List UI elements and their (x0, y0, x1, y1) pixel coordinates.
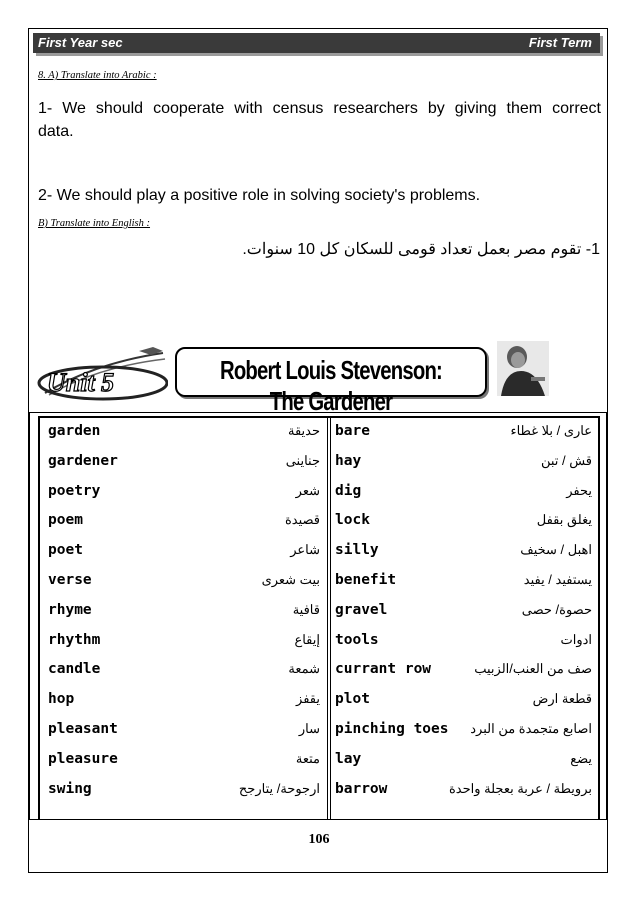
vocab-english: poet (48, 542, 83, 559)
vocab-english: plot (335, 691, 370, 708)
vocab-english: hop (48, 691, 75, 708)
vocab-english: pleasure (48, 750, 118, 767)
unit-logo (35, 345, 168, 403)
vocab-column-divider (327, 416, 331, 820)
header-bar (33, 33, 600, 53)
vocab-english: gardener (48, 452, 118, 469)
vocab-left-row (40, 417, 326, 447)
vocab-left-row (40, 477, 326, 507)
vocab-left-row (40, 655, 326, 685)
vocab-left-row (40, 685, 326, 715)
vocab-arabic: يغلق بقفل (536, 512, 592, 528)
vocab-arabic: برويطة / عربة بعجلة واحدة (448, 780, 592, 796)
vocab-english: barrow (335, 780, 388, 797)
vocab-english: poem (48, 512, 83, 529)
vocab-english: gravel (335, 601, 388, 618)
unit-title-box (175, 347, 487, 416)
vocab-arabic: جناينى (285, 452, 320, 468)
vocab-arabic: إيقاع (294, 631, 320, 647)
vocab-right-row (332, 596, 598, 626)
vocab-arabic: قش / تبن (540, 452, 592, 468)
vocab-english: pleasant (48, 721, 118, 737)
page-number: 106 (308, 832, 330, 847)
vocab-english: benefit (335, 572, 397, 588)
header-term: First Term (528, 35, 592, 50)
vocab-left-row (40, 596, 326, 626)
vocab-right-row (332, 685, 598, 715)
vocab-right-row (332, 536, 598, 566)
vocab-right-row (332, 715, 598, 745)
vocab-right-row (332, 626, 598, 656)
vocab-arabic: متعة (295, 750, 320, 766)
vocab-english: hay (335, 452, 362, 469)
vocab-left-row (40, 745, 326, 775)
vocab-arabic: قطعة ارض (532, 691, 592, 707)
vocab-arabic: حصوة/ حصى (521, 601, 592, 617)
vocab-arabic: شاعر (290, 542, 320, 558)
vocab-arabic: يضع (570, 750, 592, 766)
vocab-arabic: يستفيد / يفيد (523, 572, 592, 587)
vocab-english: rhyme (48, 601, 92, 618)
vocab-english: bare (335, 423, 370, 439)
vocab-arabic: ارجوحة/ يتارجح (238, 780, 320, 796)
vocab-arabic: صف من العنب/الزبيب (474, 661, 592, 677)
vocab-right-row (332, 506, 598, 536)
vocab-right-row (332, 775, 598, 805)
vocab-arabic: يقفز (296, 691, 320, 707)
portrait-image (497, 341, 549, 396)
header-year: First Year sec (38, 35, 123, 50)
vocab-english: silly (335, 542, 379, 559)
sentence-a1: 1- We should cooperate with census researchers by giving them correct data. (38, 100, 601, 140)
vocab-arabic: ادوات (560, 631, 592, 647)
vocab-left-row (40, 715, 326, 745)
section-a-label: 8. A) Translate into Arabic : (38, 70, 157, 81)
vocab-left-row (40, 506, 326, 536)
sentence-a2: 2- We should play a positive role in solving society's problems. (38, 187, 481, 204)
vocab-english: verse (48, 572, 92, 588)
vocab-right-row (332, 447, 598, 477)
vocab-arabic: قافية (292, 601, 320, 617)
vocab-english: lock (335, 512, 370, 529)
vocab-left-row (40, 447, 326, 477)
vocab-arabic: يحفر (566, 482, 592, 498)
vocab-left-row (40, 775, 326, 805)
vocab-english: currant row (335, 661, 432, 678)
vocab-right-row (332, 417, 598, 447)
section-b-label: B) Translate into English : (38, 218, 151, 229)
vocab-left-row (40, 566, 326, 596)
vocab-english: tools (335, 631, 379, 648)
vocab-arabic: اهبل / سخيف (520, 542, 592, 558)
vocab-arabic: حديقة (287, 423, 320, 438)
vocab-english: lay (335, 750, 362, 767)
vocab-right-row (332, 477, 598, 507)
vocab-right-row (332, 566, 598, 596)
unit-logo-text: Unit 5 (47, 368, 115, 397)
vocab-right-row (332, 745, 598, 775)
vocab-english: poetry (48, 482, 101, 499)
unit-title: Robert Louis Stevenson: The Gardener (219, 355, 443, 416)
vocab-english: candle (48, 661, 101, 678)
vocab-arabic: اصابع متجمدة من البرد (470, 721, 592, 736)
vocab-arabic: قصيدة (284, 512, 320, 528)
vocab-left-row (40, 536, 326, 566)
vocab-arabic: عارى / بلا غطاء (510, 423, 592, 438)
vocab-left-row (40, 626, 326, 656)
vocab-english: garden (48, 423, 101, 439)
vocab-right-row (332, 655, 598, 685)
vocab-english: dig (335, 482, 362, 499)
vocab-english: swing (48, 780, 92, 797)
vocab-arabic: شعر (295, 482, 320, 498)
vocab-arabic: بيت شعرى (261, 572, 320, 587)
sentence-b1: 1- تقوم مصر بعمل تعداد قومى للسكان كل 10 سنوات. (242, 241, 600, 258)
vocab-arabic: شمعة (288, 661, 320, 677)
vocab-english: pinching toes (335, 721, 449, 737)
vocab-english: rhythm (48, 631, 101, 648)
vocab-arabic: سار (298, 721, 320, 736)
